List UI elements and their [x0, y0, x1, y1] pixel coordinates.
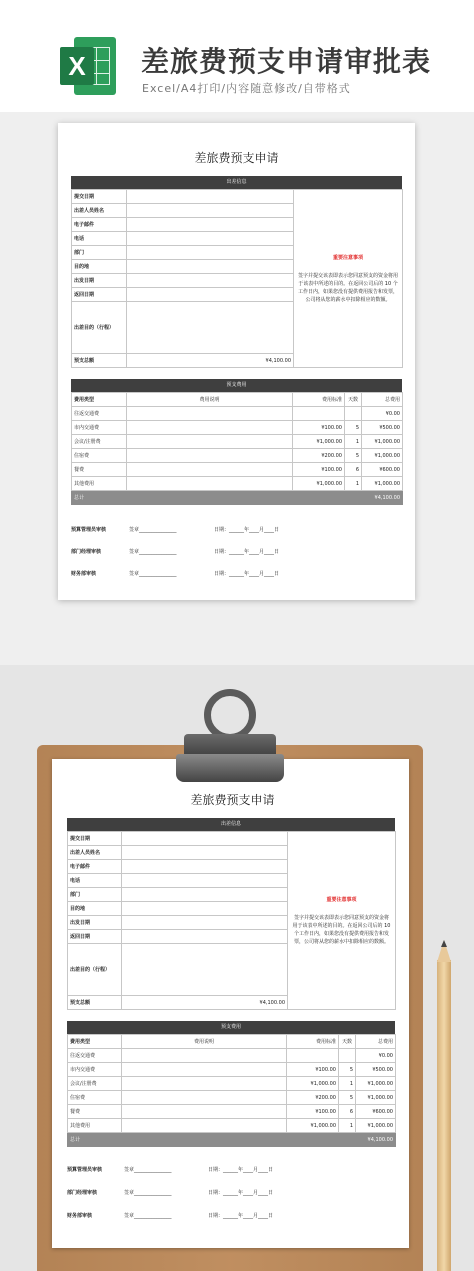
info-label: 目的地: [72, 260, 127, 274]
signature-role: 部门经理审核: [67, 1190, 98, 1196]
col-header: 天数: [345, 393, 362, 407]
signature-role: 部门经理审核: [71, 549, 102, 555]
info-label: 出发日期: [72, 274, 127, 288]
info-label: 提交日期: [68, 832, 122, 846]
signature-role: 财务部审核: [67, 1213, 93, 1219]
signature-field[interactable]: 签章_______________: [129, 549, 177, 555]
table-row: 住宿费 ¥200.00 5 ¥1,000.00: [68, 1091, 396, 1105]
table-row: 会议/注册费 ¥1,000.00 1 ¥1,000.00: [68, 1077, 396, 1091]
info-value-field[interactable]: [127, 246, 294, 260]
col-header: 总费用: [362, 393, 403, 407]
table-row: 往返交通费 ¥0.00: [68, 1049, 396, 1063]
info-table: [67, 831, 396, 1010]
date-field[interactable]: 日期：______年____月____日: [208, 1167, 274, 1173]
signature-row: [67, 1212, 395, 1222]
pencil-lead: [441, 940, 447, 947]
info-label: 预支总额: [68, 996, 122, 1010]
table-row: 住宿费 ¥200.00 5 ¥1,000.00: [72, 449, 403, 463]
info-value-field[interactable]: [122, 944, 288, 996]
info-label: 部门: [68, 888, 122, 902]
section-expense-header: 预支费用: [71, 379, 402, 392]
date-field[interactable]: 日期：______年____月____日: [208, 1213, 274, 1219]
col-header: 费用标准: [287, 1035, 339, 1049]
expense-table: [67, 1034, 396, 1147]
section-info-header: 出差信息: [71, 176, 402, 189]
info-value-field[interactable]: [127, 260, 294, 274]
info-value-field[interactable]: [127, 218, 294, 232]
notice-text: 签字并提交该表即表示您同意预支的资金将用于该表中所述的目的。在返回公司后的 10 个工作日内，如果您没有提供费用报告和发票，公司将从您的薪水中扣除相应的数额。: [292, 914, 391, 945]
table-row: 会议/注册费 ¥1,000.00 1 ¥1,000.00: [72, 435, 403, 449]
info-value-field[interactable]: [127, 204, 294, 218]
signature-row: [71, 570, 402, 580]
date-field[interactable]: 日期：______年____月____日: [214, 549, 280, 555]
info-value-field[interactable]: [122, 874, 288, 888]
page-title: 差旅费预支申请审批表: [141, 45, 432, 78]
form-preview-1: [58, 123, 415, 600]
info-value-field[interactable]: [122, 846, 288, 860]
info-value-field[interactable]: [127, 232, 294, 246]
signature-row: [71, 526, 402, 536]
info-label: 出差目的（行程）: [68, 944, 122, 996]
info-label: 电话: [68, 874, 122, 888]
signature-field[interactable]: 签章_______________: [129, 527, 177, 533]
signature-role: 财务部审核: [71, 571, 97, 577]
info-label: 出差人员姓名: [72, 204, 127, 218]
info-value-field[interactable]: [127, 288, 294, 302]
signature-field[interactable]: 签章_______________: [124, 1190, 172, 1196]
info-value-field[interactable]: [122, 930, 288, 944]
col-header: 费用类型: [68, 1035, 122, 1049]
total-row: 总计 ¥4,100.00: [72, 491, 403, 505]
notice-title: 重要注意事项: [326, 896, 357, 903]
notice-text: 签字并提交该表即表示您同意预支的资金将用于该表中所述的目的。在返回公司后的 10 个工作日内，如果您没有提供费用报告和发票，公司将从您的薪水中扣除相应的数额。: [298, 272, 399, 303]
notice-box: [294, 190, 403, 368]
date-field[interactable]: 日期：______年____月____日: [208, 1190, 274, 1196]
info-label: 出差人员姓名: [68, 846, 122, 860]
info-value-field[interactable]: [122, 832, 288, 846]
col-header: 费用说明: [122, 1035, 287, 1049]
table-row: 其他费用 ¥1,000.00 1 ¥1,000.00: [72, 477, 403, 491]
signature-row: [67, 1166, 395, 1176]
table-row: 往返交通费 ¥0.00: [72, 407, 403, 421]
info-value-field[interactable]: [122, 888, 288, 902]
info-label: 出差目的（行程）: [72, 302, 127, 354]
col-header: 总费用: [356, 1035, 396, 1049]
section-info-header: 出差信息: [67, 818, 395, 831]
signature-field[interactable]: 签章_______________: [124, 1213, 172, 1219]
advance-total-value: ¥4,100.00: [122, 996, 288, 1010]
signature-role: 预算管理员审核: [71, 527, 107, 533]
table-row: 餐费 ¥100.00 6 ¥600.00: [68, 1105, 396, 1119]
notice-title: 重要注意事项: [332, 254, 363, 261]
info-label: 目的地: [68, 902, 122, 916]
section-expense-header: 预支费用: [67, 1021, 395, 1034]
info-value-field[interactable]: [127, 302, 294, 354]
expense-table: [71, 392, 403, 505]
info-label: 部门: [72, 246, 127, 260]
signature-row: [67, 1189, 395, 1199]
info-label: 提交日期: [72, 190, 127, 204]
col-header: 费用标准: [293, 393, 345, 407]
info-value-field[interactable]: [122, 916, 288, 930]
advance-total-value: ¥4,100.00: [127, 354, 294, 368]
header: [0, 0, 474, 112]
info-label: 电子邮件: [68, 860, 122, 874]
table-row: 市内交通费 ¥100.00 5 ¥500.00: [68, 1063, 396, 1077]
col-header: 天数: [339, 1035, 356, 1049]
total-row: 总计 ¥4,100.00: [68, 1133, 396, 1147]
page-subtitle: Excel/A4打印/内容随意修改/自带格式: [142, 82, 351, 95]
info-label: 电子邮件: [72, 218, 127, 232]
form-title: 差旅费预支申请: [190, 793, 275, 807]
info-table: [71, 189, 403, 368]
info-label: 返回日期: [72, 288, 127, 302]
info-label: 电话: [72, 232, 127, 246]
info-value-field[interactable]: [122, 860, 288, 874]
info-label: 预支总额: [72, 354, 127, 368]
pencil-image: [437, 960, 451, 1271]
info-value-field[interactable]: [127, 190, 294, 204]
form-preview-2: [54, 759, 411, 1248]
info-value-field[interactable]: [122, 902, 288, 916]
signature-field[interactable]: 签章_______________: [129, 571, 177, 577]
signature-row: [71, 548, 402, 558]
form-title: 差旅费预支申请: [194, 151, 279, 165]
signature-role: 预算管理员审核: [67, 1167, 103, 1173]
excel-icon: X: [60, 37, 116, 95]
table-row: 市内交通费 ¥100.00 5 ¥500.00: [72, 421, 403, 435]
date-field[interactable]: 日期：______年____月____日: [214, 571, 280, 577]
table-row: 其他费用 ¥1,000.00 1 ¥1,000.00: [68, 1119, 396, 1133]
info-label: 出发日期: [68, 916, 122, 930]
date-field[interactable]: 日期：______年____月____日: [214, 527, 280, 533]
signature-field[interactable]: 签章_______________: [124, 1167, 172, 1173]
col-header: 费用类型: [72, 393, 127, 407]
col-header: 费用说明: [127, 393, 293, 407]
info-value-field[interactable]: [127, 274, 294, 288]
info-label: 返回日期: [68, 930, 122, 944]
table-row: 餐费 ¥100.00 6 ¥600.00: [72, 463, 403, 477]
notice-box: [288, 832, 396, 1010]
